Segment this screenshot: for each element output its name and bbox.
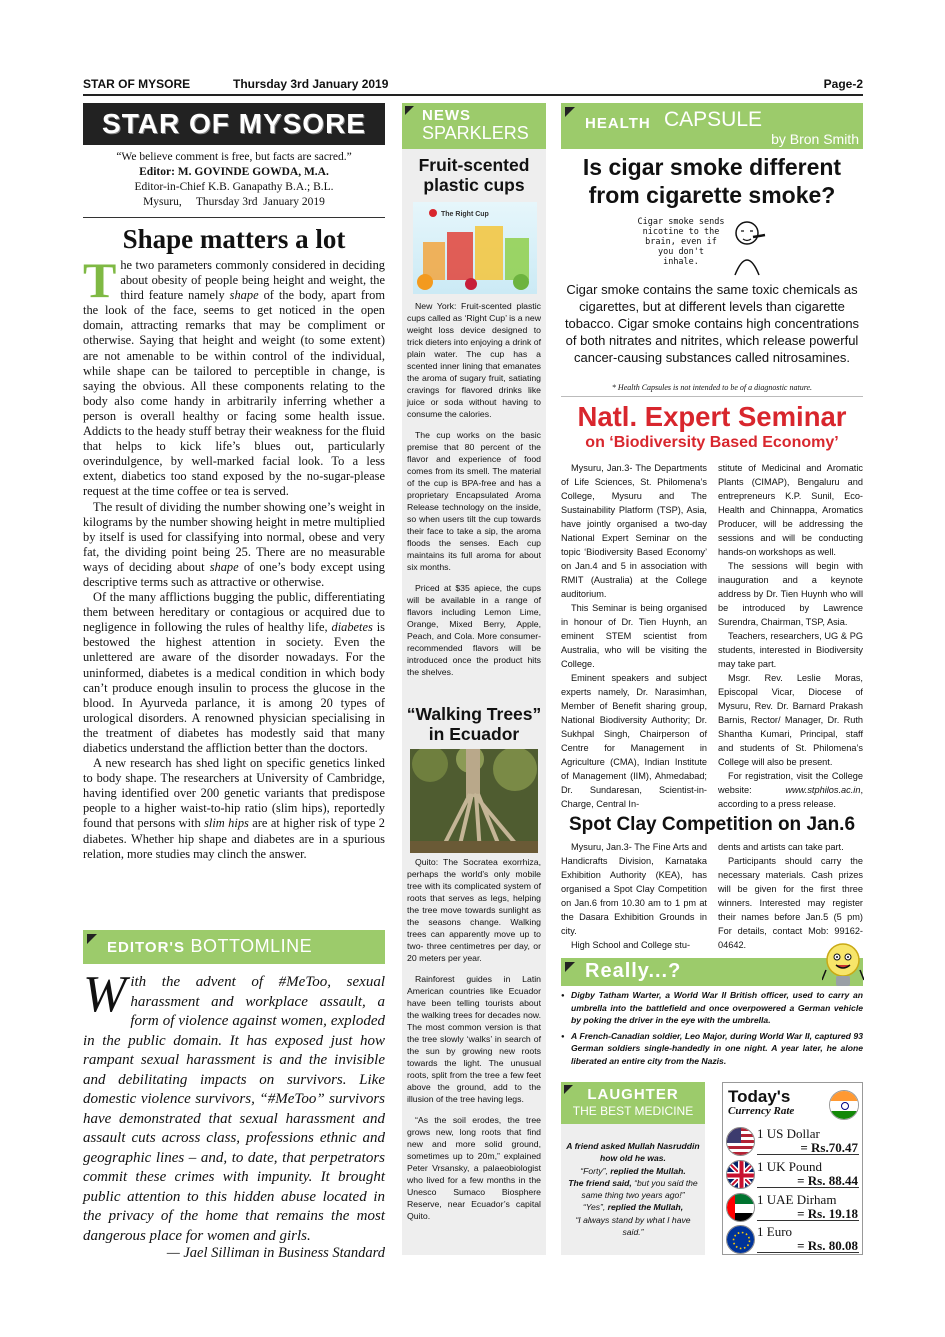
row-divider	[757, 1252, 859, 1253]
seminar-text: For registration, visit the College website:	[718, 771, 863, 795]
health-cartoon	[627, 215, 767, 277]
cartoon-text: brain, even if	[645, 237, 717, 247]
really-banner-title: Really...?	[585, 960, 682, 982]
masthead-logo: STAR OF MYSORE	[83, 103, 385, 145]
news-banner-word: SPARKLERS	[422, 123, 529, 143]
currency-value: = Rs. 80.08	[797, 1238, 858, 1253]
masthead-chief-editor: Editor-in-Chief K.B. Ganapathy B.A.; B.L.	[134, 181, 334, 193]
cartoon-text: Cigar smoke sends	[637, 217, 725, 227]
page-header	[83, 76, 863, 96]
seminar-paragraph: Msgr. Rev. Leslie Moras, Episcopal Vicar, Diocese of Mysuru, Rev. Dr. Barnard Prakash Barnis, Rector/ Manager, Dr. Ruth Shantha Kumari, Principal, staff and students of St. Philomena’s College will also be present.	[718, 673, 863, 767]
spot-paragraph: High School and College stu-	[571, 940, 690, 950]
header-date: Thursday 3rd January 2019	[233, 77, 389, 91]
cups-illustration	[413, 202, 537, 294]
trees-paragraph: Quito: The Socratea exorrhiza, perhaps the world’s only mobile tree with its complicated system of roots that serves as legs, helping the tree move towards sunlight as the seasons change. Walking trees can apparently move up to two- three centimetres per day, or 20 meters per year.	[407, 857, 541, 963]
laughter-banner	[561, 1082, 705, 1124]
laughter-banner-subtitle: THE BEST MEDICINE	[572, 1104, 694, 1118]
banner-corner-icon	[405, 106, 414, 115]
us-flag-icon	[726, 1127, 755, 1156]
editorial-emphasis: shape	[229, 288, 259, 303]
walking-trees-article	[407, 856, 541, 1231]
row-divider	[757, 1187, 859, 1188]
really-fact-item: ● Digby Tatham Warter, a World War II British officer, used to carry an umbrella into the battlefield and once overpowered a German vehicle by poking the driver in the eye with the umbrella.	[561, 989, 863, 1027]
cups-paragraph: The cup works on the basic premise that 80 percent of the flavor and experience of food comes from its smell. The material of the cup is BPA-free and has a proprietary Encapsulated Aroma Release technology on the inside, so when users tilt the cup towards their face to take a sip, the aroma floods the senses. Each cup maintains its full aroma for about six months.	[407, 430, 541, 572]
spot-clay-headline: Spot Clay Competition on Jan.6	[568, 814, 856, 835]
currency-name: 1 Euro	[757, 1224, 793, 1239]
cartoon-text: nicotine to the	[642, 227, 720, 237]
really-facts-list	[561, 989, 863, 1070]
seminar-paragraph: Teachers, researchers, UG & PG students, interested in Biodiversity may take part.	[718, 631, 863, 669]
masthead-dateline: Mysuru, Thursday 3rd January 2019	[143, 196, 325, 208]
health-capsule-banner	[561, 103, 863, 149]
trees-paragraph: “As the soil erodes, the tree grows new, long roots that find new and more solid ground, sometimes up to 20m,” explained Peter Vrsansky, a palaeobiologist who lived for a few months in the Unesco Sumaco Biosphere Reserve, near Ecuador’s capital Quito.	[407, 1115, 541, 1221]
cups-photo	[413, 202, 537, 294]
seminar-paragraph: This Seminar is being organised in honour of Dr. Tien Huynh, an eminent STEM scientist from Australia, who will be visiting the College.	[561, 603, 707, 669]
banner-word-bold: EDITOR'S	[107, 939, 185, 956]
health-byline: by Bron Smith	[771, 131, 859, 147]
really-fact-item: ● A French-Canadian soldier, Leo Major, during World War II, captured 93 German soldiers single-handedly in one night. A year later, he alone liberated an entire city from the Nazis.	[561, 1030, 863, 1068]
walking-tree-photo	[410, 749, 538, 853]
really-banner	[561, 958, 863, 986]
editorial-emphasis: slim hips	[204, 816, 249, 831]
seminar-column-right	[718, 461, 863, 811]
currency-subtitle: Currency Rate	[728, 1105, 795, 1117]
banner-corner-icon	[87, 934, 97, 944]
cups-headline: Fruit-scented plastic cups	[418, 155, 530, 195]
lightbulb-icon	[822, 940, 864, 992]
seminar-subheadline: on ‘Biodiversity Based Economy’	[585, 434, 839, 451]
spot-clay-column-right	[718, 840, 863, 952]
uae-flag-icon	[726, 1193, 755, 1222]
editorial-text: he two parameters commonly considered in deciding about obesity of people being height and weight, the third feature namely	[120, 258, 385, 303]
editorial-text: of the body, apart from the look of the face, seems to get noticed in the open domain, attracting remarks that may be compliment or otherwise. Saying that height and weight (to some extent) are not amenable to be within control of the individual, while shape can be tailored to perceptible in change, is saying the obvious. All these components relating to the body also come handy in arbitrarily inferring whether a person is overall healthy or facing some health issue. Addicts to the heady stuff betray their weakness for the fluid that helps to kick life’s blues out, particularly overindulgence, by well-marked facial look. To a less extent, diabetics too stand exposed by the no-sugar-please request at the time coffee or tea is served.	[83, 288, 385, 499]
seminar-column-left	[561, 461, 707, 811]
banner-word: BOTTOMLINE	[190, 936, 313, 956]
header-paper-name: STAR OF MYSORE	[83, 77, 191, 91]
editorial-emphasis: diabetes	[331, 620, 373, 635]
seminar-paragraph: The sessions will begin with inauguration and a keynote address by Dr. Tien Huynh who will be introduced by Lawrence Surendra, Chairman, TSP, Asia.	[718, 561, 863, 627]
cartoon-text: you don't	[657, 247, 705, 257]
health-question: Is cigar smoke different from cigarette smoke?	[582, 154, 842, 208]
editorial-text: The result of dividing the number showing one’s weight in kilograms by the number showing height in metre multiplied by itself is used for classifying into normal, obese and very fat, the dividing point being 25. There are no measurable ways of deciding about	[83, 499, 385, 574]
currency-name: 1 UAE Dirham	[757, 1192, 837, 1207]
section-divider	[561, 396, 863, 397]
tree-illustration	[410, 749, 538, 853]
bottomline-banner	[83, 930, 385, 964]
currency-row-usd	[724, 1126, 861, 1158]
seminar-paragraph	[718, 769, 863, 811]
currency-value: = Rs.70.47	[800, 1140, 858, 1155]
masthead-editor: Editor: M. GOVINDE GOWDA, M.A.	[139, 166, 329, 178]
health-disclaimer: * Health Capsules is not intended to be of a diagnostic nature.	[611, 383, 813, 392]
drop-cap-t: T	[83, 252, 117, 308]
banner-corner-icon	[565, 962, 575, 972]
masthead-motto: “We believe comment is free, but facts are sacred.”	[116, 151, 352, 163]
cups-article	[407, 300, 541, 687]
editorial-text: are at higher risk of type 2 diabetes. Whether hip shape and diabetes are in a spurious relation, more studies may clinch the answer.	[83, 816, 385, 861]
editorial-text: A new research has shed light on specific genetics linked to body shape. The researchers at University of Cambridge, having identified over 200 genetic variants that predispose people to a higher waist-to-hip ratio (slim hips), reportedly found that persons with	[83, 756, 385, 831]
currency-name: 1 US Dollar	[757, 1126, 820, 1141]
editorial-text: is bestowed the highest attention in society. Even the unlettered are aware of the disorder nowadays. For the uninformed, diabetes is a medical condition in which body can’t produce enough insulin to process the glucose in the blood. In Ayurveda parlance, it is among 20 types of urological disorders. A renowned physician specialising in the treatment of diabetes has modestly said that many diabetics understand the affliction better than the doctors.	[83, 620, 386, 755]
joke-line: The friend said,	[568, 1177, 632, 1188]
joke-quote: “but you said the same thing two years ago!”	[581, 1177, 698, 1201]
uk-flag-icon	[726, 1160, 755, 1189]
cups-paragraph: New York: Fruit-scented plastic cups called as ‘Right Cup’ is a new weight loss device designed to trick dieters into enjoying a drink of plain water. The cup has a scented inner lining that emanates the aroma of sugary fruit, satiating cravings for flavored drinks like juice or soda without having to consume the calories.	[407, 301, 541, 419]
health-banner-word: HEALTH	[585, 115, 651, 132]
drop-cap-w: W	[83, 966, 127, 1023]
bottomline-signature: — Jael Silliman in Business Standard	[166, 1245, 385, 1261]
joke-line: replied the Mullah,	[605, 1202, 684, 1213]
joke-quote: “Forty”,	[580, 1165, 608, 1176]
editorial-body	[83, 252, 386, 862]
editorial-text: of one’s body except using descriptive terms such as attractive or otherwise.	[83, 559, 385, 589]
joke-quote: “Yes”,	[582, 1202, 606, 1213]
header-page-number: Page-2	[823, 77, 863, 91]
editorial-paragraph-2	[83, 500, 385, 591]
spot-paragraph: Mysuru, Jan.3- The Fine Arts and Handicrafts Division, Karnataka Exhibition Authority (KEA), has organised a Spot Clay Competition on Jan.6 from 10.30 am to 1 pm at the Dasara Exhibition Grounds in city.	[561, 842, 707, 936]
trees-paragraph: Rainforest guides in Latin American countries like Ecuador have been telling tourists about the walking trees for decades now. The most common version is that the tree slowly ‘walks’ in search of the sun by growing new roots towards the light. The unusual roots, split from the tree a few feet above the ground, add to the illusion of the tree having legs.	[407, 974, 541, 1104]
cartoon-caption	[627, 217, 735, 267]
editorial-paragraph-3	[83, 590, 385, 756]
seminar-text: , according to a press release.	[718, 785, 863, 809]
joke-line: replied the Mullah.	[607, 1165, 686, 1176]
currency-value: = Rs. 19.18	[797, 1206, 858, 1221]
india-flag-icon	[829, 1090, 859, 1120]
row-divider	[757, 1154, 859, 1155]
editorial-title: Shape matters a lot	[122, 224, 346, 254]
banner-corner-icon	[565, 107, 575, 117]
currency-value: = Rs. 88.44	[797, 1173, 858, 1188]
cartoon-text: inhale.	[663, 257, 699, 267]
cups-paragraph: Priced at $35 apiece, the cups will be available in a range of flavors including Lemon Lime, Orange, Mixed Berry, Apple, Peach, and Cola. More consumer-recommended flavors will be introduced once the product hits the shelves.	[407, 583, 541, 677]
smoker-figure-icon	[727, 215, 767, 277]
health-body: Cigar smoke contains the same toxic chemicals as cigarettes, but at different levels than cigarette tobacco. Cigar smoke contains high concentrations of both nitrates and nitrites, which release powerful cancer-causing substances called nitrosamines.	[564, 282, 860, 365]
health-banner-word: CAPSULE	[664, 108, 763, 131]
eu-flag-icon	[726, 1225, 755, 1254]
masthead-divider	[83, 217, 385, 218]
laughter-banner-word: LAUGHTER	[587, 1086, 679, 1103]
editorial-emphasis: shape	[209, 559, 239, 574]
editorial-text: Of the many afflictions bugging the public, differentiating them between hereditary or contagious or acquired due to negligence in following the rules of healthy life,	[83, 590, 385, 635]
currency-row-aed	[724, 1192, 861, 1224]
spot-paragraph: Participants should carry the necessary materials. Cash prizes will be given for the first three winners. Interested may register their names before Jan.5 (5 pm) For details, contact Mob: 99162-04642.	[718, 856, 863, 950]
cups-logo: The Right Cup	[441, 211, 489, 218]
seminar-paragraph: Mysuru, Jan.3- The Departments of Life Sciences, St. Philomena’s College, Mysuru and The Sustainability Platform (TSP), Asia, have jointly organised a two-day National Expert Seminar on the topic ‘Biodiversity Based Economy’ on Jan.4 and 5 in association with RMIT (Australia) at the College auditorium.	[561, 463, 707, 599]
seminar-paragraph: Eminent speakers and subject experts namely, Dr. Narasimhan, Member of Benefit sharing group, National Biodiversity Authority; Dr. Sukhpal Singh, Chairperson of Centre for Management in Agriculture (CMA), Indian Institute of Management (IIM), Ahmedabad; Dr. Sundaresan, Scientist-in-Charge, Central In-	[561, 673, 707, 809]
laughter-joke	[564, 1140, 702, 1238]
news-sparklers-banner	[402, 103, 546, 149]
spot-clay-column-left	[561, 840, 707, 952]
spot-paragraph: dents and artists can take part.	[718, 842, 844, 852]
seminar-headline: Natl. Expert Seminar	[577, 401, 847, 432]
currency-title: Today's	[728, 1087, 791, 1106]
masthead-info	[83, 150, 385, 210]
walking-trees-headline: “Walking Trees” in Ecuador	[406, 704, 542, 744]
row-divider	[757, 1220, 859, 1221]
seminar-paragraph: stitute of Medicinal and Aromatic Plants (CIMAP), Bengaluru and entrepreneurs K.P. Sunil, Eco-Health and Chinnappa, Aromatics Producer, will be addressing the sessions and will be conducting hands-on workshops as well.	[718, 463, 863, 557]
joke-quote: “I always stand by what I have said.”	[575, 1214, 691, 1238]
college-website-link[interactable]: www.stphilos.ac.in	[785, 785, 861, 795]
currency-row-gbp	[724, 1159, 861, 1191]
bottomline-text: ith the advent of #MeToo, sexual harassment and workplace assault, a form of violence against women, exploded in the public domain. It has exposed just how rampant sexual harassment is and the invisible and debilitating impacts on survivors. Like domestic violence survivors, “#MeToo” survivors have demonstrated that sexual harassment and assault cuts across class, professions ethnic and geographic lines – and, to date, that perpetrators commit these crimes with impunity. It brought public attention to this hidden abuse located in the privacy of the home that remains the most dangerous place for women and girls.	[83, 974, 385, 1244]
bottomline-body	[83, 966, 385, 1246]
bottomline-banner-title	[107, 936, 312, 957]
editorial-paragraph-4	[83, 756, 385, 862]
news-banner-word: NEWS	[422, 107, 471, 124]
currency-row-eur	[724, 1224, 861, 1256]
editorial-paragraph-1	[83, 252, 385, 500]
currency-name: 1 UK Pound	[757, 1159, 823, 1174]
joke-line: A friend asked Mullah Nasruddin how old he was.	[566, 1141, 700, 1164]
